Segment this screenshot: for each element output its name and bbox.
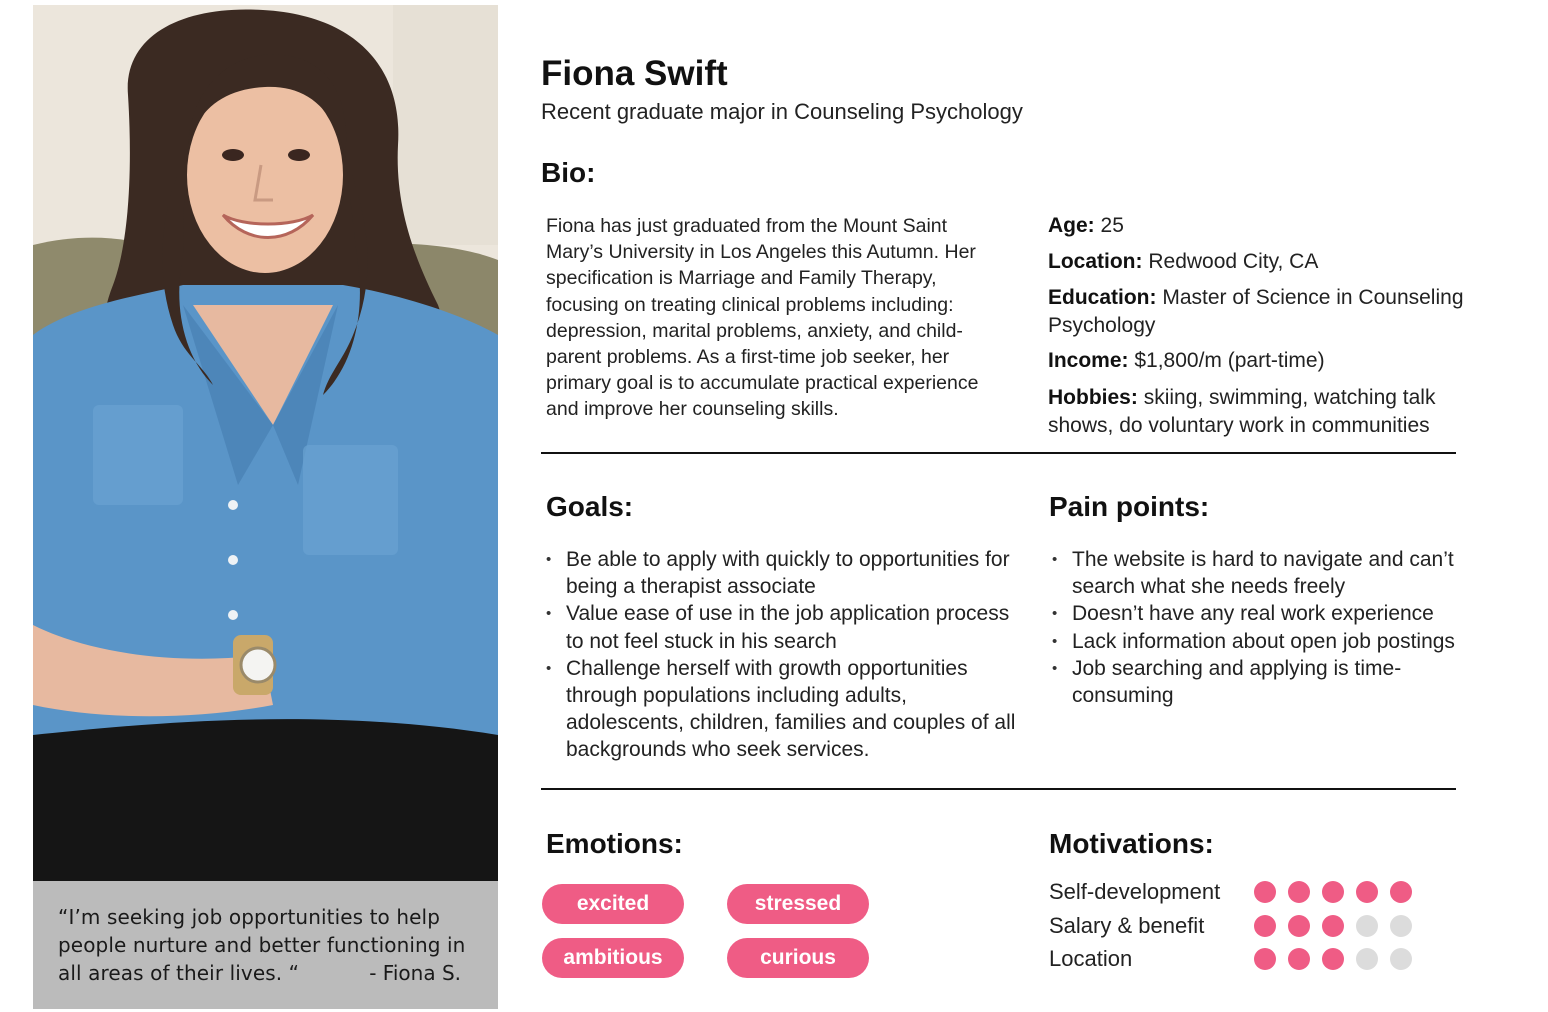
- rating-dot-empty: [1390, 915, 1412, 937]
- list-item: • Be able to apply with quickly to opportunities for being a therapist associate: [546, 546, 1026, 600]
- fact-hobbies: [1048, 384, 1498, 439]
- rating-dot-filled: [1390, 881, 1412, 903]
- persona-quote: “I’m seeking job opportunities to help people nurture and better functioning in all areas of their lives. “: [58, 905, 466, 985]
- fact-label: Age:: [1048, 214, 1095, 237]
- persona-photo: [33, 5, 498, 1009]
- rating-dot-filled: [1356, 881, 1378, 903]
- motivation-label: Self-development: [1049, 879, 1221, 904]
- quote-author: - Fiona S.: [369, 961, 461, 985]
- rating-dot-filled: [1322, 915, 1344, 937]
- list-item: • Challenge herself with growth opportunities through populations including adults, adolescents, children, families and couples of all backgrounds who seek services.: [546, 655, 1026, 764]
- divider: [541, 788, 1456, 790]
- fact-income: [1048, 347, 1498, 375]
- rating-dot-empty: [1356, 948, 1378, 970]
- pain-points-heading: Pain points:: [1049, 491, 1210, 522]
- persona-subtitle: Recent graduate major in Counseling Psychology: [541, 99, 1023, 124]
- goals-heading: Goals:: [546, 491, 634, 522]
- motivation-row: [1049, 877, 1449, 907]
- rating-dot-filled: [1322, 881, 1344, 903]
- persona-photo-illustration: [33, 5, 498, 1009]
- rating-dot-filled: [1254, 881, 1276, 903]
- fact-age: [1048, 212, 1498, 240]
- rating-dot-filled: [1288, 881, 1310, 903]
- persona-name: Fiona Swift: [541, 54, 728, 93]
- bio-heading: Bio:: [541, 157, 596, 188]
- emotion-tag: ambitious: [542, 938, 684, 978]
- fact-value: Master of Science in Counseling Psychology: [1048, 286, 1464, 337]
- fact-value: skiing, swimming, watching talk shows, do voluntary work in communities: [1048, 386, 1436, 437]
- emotions-heading: Emotions:: [546, 828, 683, 859]
- rating-dot-filled: [1288, 915, 1310, 937]
- fact-value: 25: [1100, 214, 1124, 237]
- list-item: • The website is hard to navigate and can’t search what she needs freely: [1052, 546, 1472, 600]
- fact-label: Income:: [1048, 349, 1129, 372]
- fact-value: Redwood City, CA: [1148, 250, 1319, 273]
- emotion-tag: curious: [727, 938, 869, 978]
- motivations-heading: Motivations:: [1049, 828, 1214, 859]
- rating-dot-empty: [1356, 915, 1378, 937]
- list-item: • Doesn’t have any real work experience: [1052, 600, 1472, 627]
- fact-label: Hobbies:: [1048, 386, 1138, 409]
- list-item: • Lack information about open job postings: [1052, 628, 1472, 655]
- list-item: • Value ease of use in the job application process to not feel stuck in his search: [546, 600, 1026, 654]
- rating-dot-filled: [1254, 915, 1276, 937]
- rating-dot-empty: [1390, 948, 1412, 970]
- rating-dot-filled: [1322, 948, 1344, 970]
- quote-box: [33, 881, 498, 1009]
- fact-label: Education:: [1048, 286, 1157, 309]
- divider: [541, 452, 1456, 454]
- fact-label: Location:: [1048, 250, 1143, 273]
- fact-education: [1048, 284, 1498, 339]
- emotion-tag: stressed: [727, 884, 869, 924]
- goals-list: [546, 546, 1026, 764]
- rating-dot-filled: [1288, 948, 1310, 970]
- pain-points-list: [1052, 546, 1472, 709]
- motivation-row: [1049, 911, 1449, 941]
- list-item: • Job searching and applying is time-consuming: [1052, 655, 1472, 709]
- motivation-label: Location: [1049, 946, 1133, 971]
- bio-text: Fiona has just graduated from the Mount Saint Mary’s University in Los Angeles this Autumn. Her specification is Marriage and Family Therapy, focusing on treating clinical problems including: depression, marital problems, anxiety, and child-parent problems. As a first-time job seeker, her primary goal is to accumulate practical experience and improve her counseling skills.: [546, 215, 979, 421]
- emotion-tag: excited: [542, 884, 684, 924]
- fact-value: $1,800/m (part-time): [1134, 349, 1325, 372]
- motivation-row: [1049, 944, 1449, 974]
- rating-dot-filled: [1254, 948, 1276, 970]
- motivation-label: Salary & benefit: [1049, 913, 1205, 938]
- fact-location: [1048, 248, 1498, 276]
